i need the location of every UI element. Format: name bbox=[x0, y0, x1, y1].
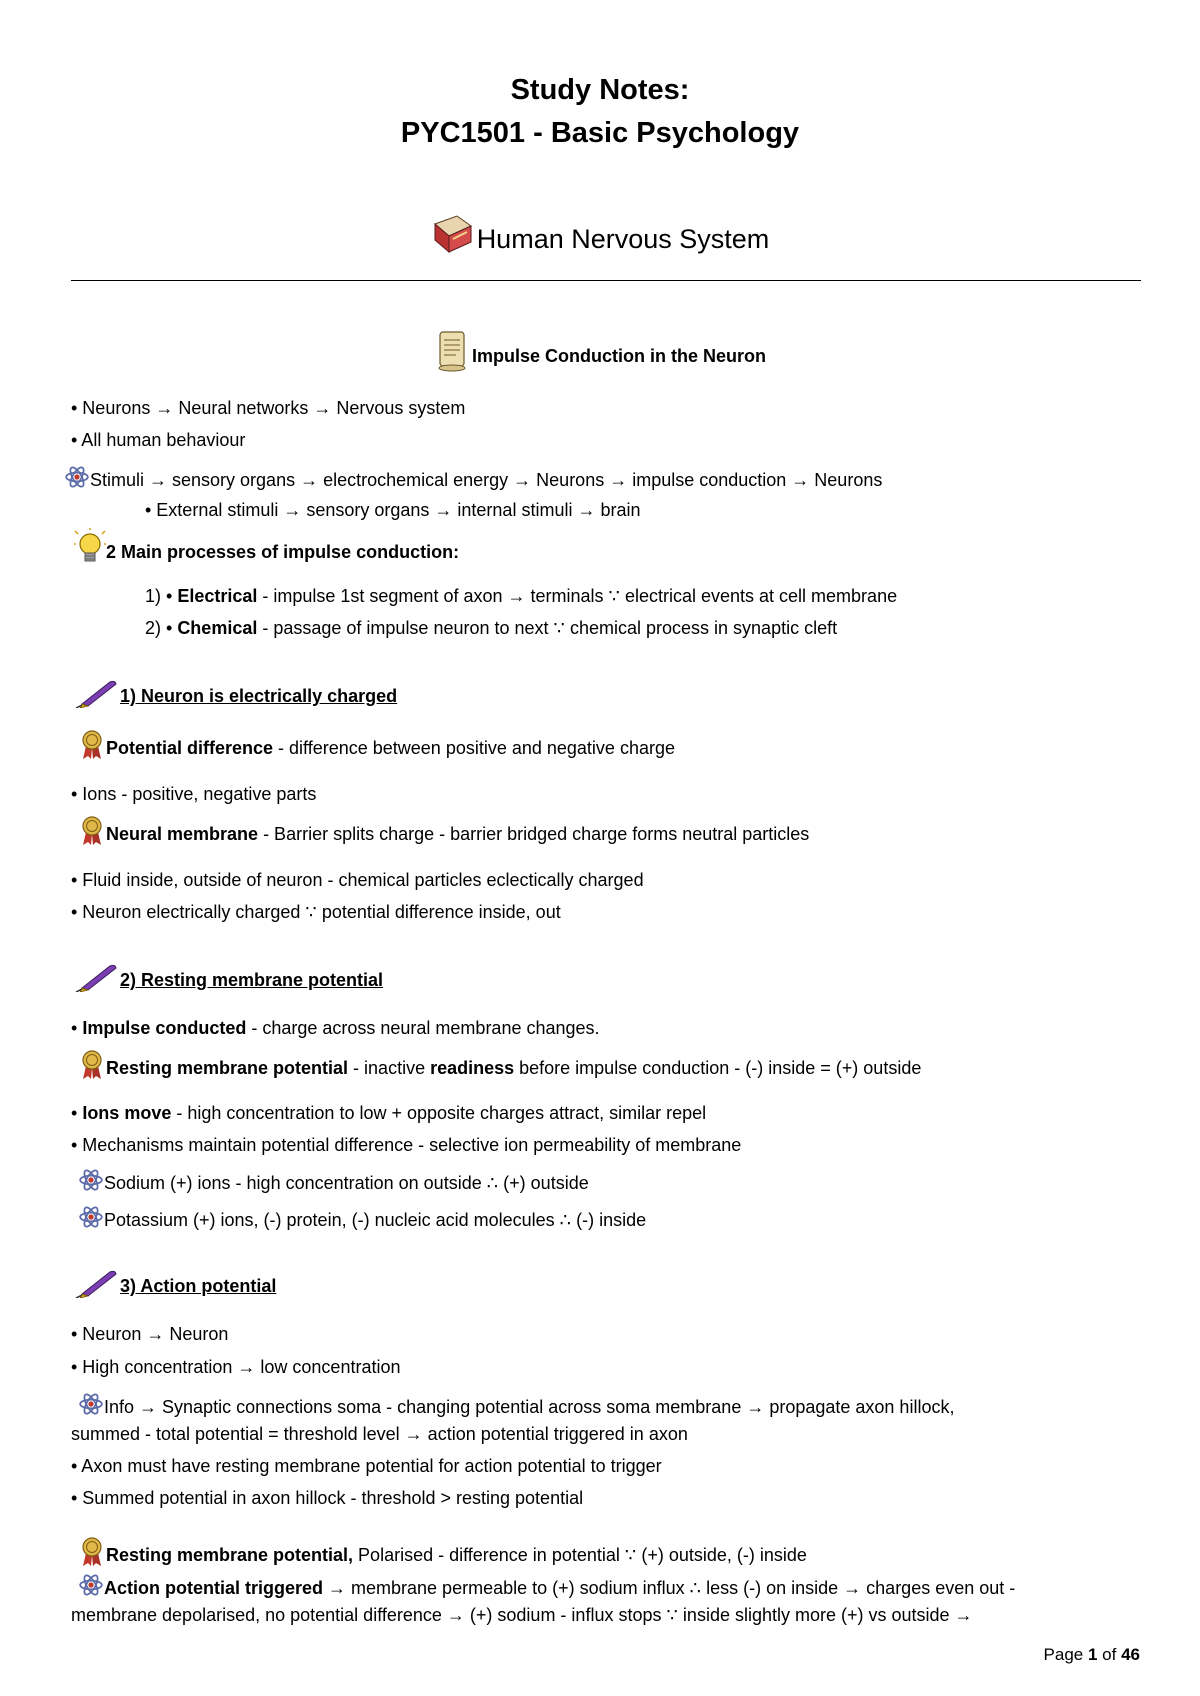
subsection-heading bbox=[0, 328, 1200, 372]
list-item bbox=[78, 1167, 589, 1194]
section-3-heading-text: 3) Action potential bbox=[120, 1276, 277, 1296]
list-text: → membrane permeable to (+) sodium influx ∴ less (-) on inside → charges even out - bbox=[323, 1578, 1016, 1598]
definition-term: readiness bbox=[430, 1058, 515, 1078]
list-term: Impulse conducted bbox=[82, 1018, 247, 1038]
process-item bbox=[145, 618, 837, 639]
atom-icon bbox=[78, 1204, 104, 1230]
definition-item bbox=[80, 816, 809, 846]
book-icon bbox=[431, 212, 475, 256]
section-1-heading bbox=[74, 678, 397, 708]
scroll-icon bbox=[434, 328, 472, 372]
medal-icon bbox=[80, 816, 104, 846]
list-item-continuation: membrane depolarised, no potential difference → (+) sodium - influx stops ∵ inside slightly more (+) vs outside → bbox=[71, 1605, 973, 1625]
definition-term: Potential difference bbox=[106, 738, 274, 758]
section-1-heading-text: 1) Neuron is electrically charged bbox=[120, 686, 398, 706]
definition-text: before impulse conduction - (-) inside = (+) outside bbox=[514, 1058, 922, 1078]
list-item: • All human behaviour bbox=[71, 430, 246, 450]
list-item-text: Stimuli → sensory organs → electrochemical energy → Neurons → impulse conduction → Neurons bbox=[90, 470, 883, 490]
medal-icon bbox=[80, 1537, 104, 1567]
list-item-text: Potassium (+) ions, (-) protein, (-) nucleic acid molecules ∴ (-) inside bbox=[104, 1210, 647, 1230]
processes-heading-text: 2 Main processes of impulse conduction: bbox=[106, 542, 460, 562]
list-item: • Axon must have resting membrane potential for action potential to trigger bbox=[71, 1456, 662, 1476]
list-text: - high concentration to low + opposite charges attract, similar repel bbox=[171, 1103, 707, 1123]
section-heading bbox=[0, 212, 1200, 256]
list-item bbox=[64, 464, 882, 491]
definition-term: Resting membrane potential bbox=[106, 1058, 349, 1078]
lightbulb-icon bbox=[74, 528, 106, 568]
list-item-continuation: summed - total potential = threshold level → action potential triggered in axon bbox=[71, 1424, 688, 1444]
list-item bbox=[78, 1204, 646, 1231]
list-item: • Neurons → Neural networks → Nervous system bbox=[71, 398, 466, 418]
definition-term: Neural membrane bbox=[106, 824, 259, 844]
list-term: Ions move bbox=[82, 1103, 172, 1123]
definition-text: - inactive bbox=[348, 1058, 431, 1078]
process-term: Chemical bbox=[177, 618, 258, 638]
pen-icon bbox=[74, 962, 118, 992]
atom-icon bbox=[78, 1391, 104, 1417]
doc-title: Study Notes: bbox=[510, 74, 690, 106]
definition-item bbox=[80, 1537, 807, 1567]
bullet: • bbox=[71, 1103, 83, 1123]
list-item bbox=[78, 1572, 1015, 1599]
list-term: Action potential triggered bbox=[104, 1578, 324, 1598]
atom-icon bbox=[78, 1572, 104, 1598]
process-description: - impulse 1st segment of axon → terminals ∵ electrical events at cell membrane bbox=[257, 586, 898, 606]
page-number bbox=[1044, 1645, 1140, 1665]
bullet: • bbox=[71, 1018, 83, 1038]
list-item-text: Sodium (+) ions - high concentration on outside ∴ (+) outside bbox=[104, 1173, 589, 1193]
sub-list-item: • External stimuli → sensory organs → internal stimuli → brain bbox=[145, 500, 641, 520]
list-item: • Summed potential in axon hillock - threshold > resting potential bbox=[71, 1488, 584, 1508]
list-item: • High concentration → low concentration bbox=[71, 1357, 401, 1377]
page-prefix: Page bbox=[1043, 1645, 1088, 1664]
process-number: 2) • bbox=[145, 618, 178, 638]
definition-item bbox=[80, 1050, 921, 1080]
list-item: • Ions - positive, negative parts bbox=[71, 784, 317, 804]
process-item bbox=[145, 586, 897, 607]
section-divider bbox=[71, 280, 1141, 281]
doc-subtitle: PYC1501 - Basic Psychology bbox=[400, 117, 800, 149]
list-item: • Neuron electrically charged ∵ potential difference inside, out bbox=[71, 902, 561, 922]
pen-icon bbox=[74, 1268, 118, 1298]
definition-text: - difference between positive and negative charge bbox=[273, 738, 675, 758]
atom-icon bbox=[64, 464, 90, 490]
page-current: 1 bbox=[1087, 1645, 1098, 1664]
list-item: • Mechanisms maintain potential difference - selective ion permeability of membrane bbox=[71, 1135, 742, 1155]
section-3-heading bbox=[74, 1268, 276, 1298]
medal-icon bbox=[80, 730, 104, 760]
definition-term: Resting membrane potential, bbox=[106, 1545, 354, 1565]
pen-icon bbox=[74, 678, 118, 708]
definition-text: Polarised - difference in potential ∵ (+) outside, (-) inside bbox=[353, 1545, 807, 1565]
page-total: 46 bbox=[1121, 1645, 1140, 1664]
list-text: - charge across neural membrane changes. bbox=[246, 1018, 600, 1038]
list-item bbox=[71, 1103, 706, 1124]
section-2-heading-text: 2) Resting membrane potential bbox=[120, 970, 384, 990]
process-term: Electrical bbox=[177, 586, 258, 606]
definition-item bbox=[80, 730, 675, 760]
process-description: - passage of impulse neuron to next ∵ chemical process in synaptic cleft bbox=[257, 618, 838, 638]
list-item-text: Info → Synaptic connections soma - changing potential across soma membrane → propagate axon hillock, bbox=[104, 1397, 955, 1417]
subsection-heading-text: Impulse Conduction in the Neuron bbox=[472, 346, 766, 366]
section-heading-text: Human Nervous System bbox=[476, 224, 770, 254]
list-item bbox=[78, 1391, 954, 1418]
definition-text: - Barrier splits charge - barrier bridged charge forms neutral particles bbox=[258, 824, 810, 844]
list-item: • Fluid inside, outside of neuron - chemical particles eclectically charged bbox=[71, 870, 644, 890]
section-2-heading bbox=[74, 962, 383, 992]
medal-icon bbox=[80, 1050, 104, 1080]
atom-icon bbox=[78, 1167, 104, 1193]
list-item bbox=[71, 1018, 600, 1039]
processes-heading bbox=[74, 528, 459, 568]
list-item: • Neuron → Neuron bbox=[71, 1324, 229, 1344]
page-of: of bbox=[1097, 1645, 1122, 1664]
process-number: 1) • bbox=[145, 586, 178, 606]
